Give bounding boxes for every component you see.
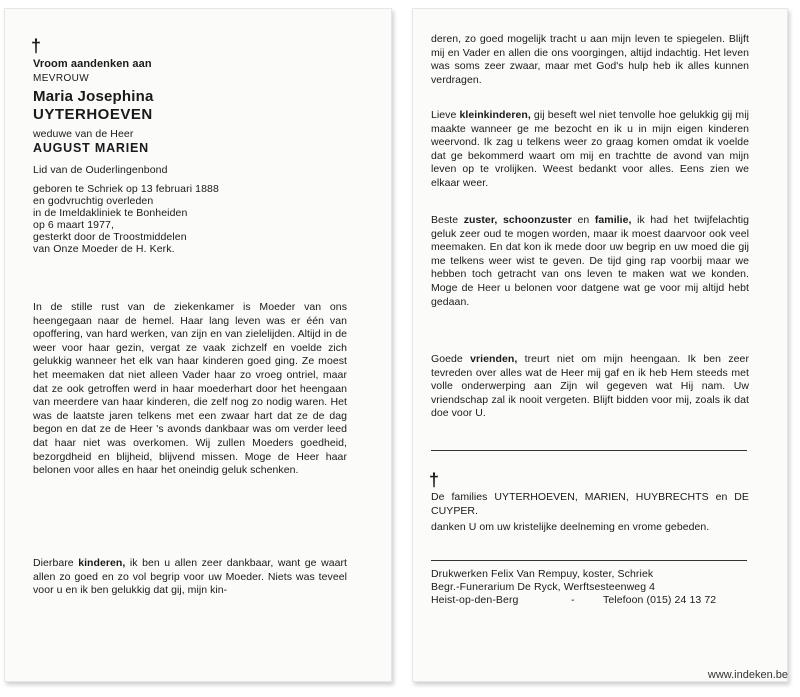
printer-line-3-dash: -: [571, 594, 575, 606]
died-date-line: op 6 maart 1977,: [33, 219, 114, 231]
title-line: MEVROUW: [33, 73, 90, 84]
watermark-text: www.indeken.be: [707, 669, 788, 681]
strengthened-line-1: gesterkt door de Troostmiddelen: [33, 231, 187, 243]
born-line: geboren te Schriek op 13 februari 1888: [33, 183, 219, 195]
surname: UYTERHOEVEN: [33, 106, 153, 123]
paragraph-grandchildren-body: gij beseft wel niet tenvolle hoe gelukkig gij mij maakte wanneer ge me bezocht en ik u in mijn eigen kinderen weervond. Ik zag u telkens weer zo graag komen omdat ik voelde dat ge bekommerd waart om mij en trachtte de avond van mijn leven op te vrolijken. Weest bedankt voor alles. Eens zien we elkaar weer.: [431, 109, 749, 189]
paragraph-family: [431, 214, 749, 309]
families-line: De families UYTERHOEVEN, MARIEN, HUYBRECHTS en DE CUYPER.: [431, 491, 749, 517]
remembrance-line: Vroom aandenken aan: [33, 58, 152, 70]
cross-icon: †: [31, 36, 42, 56]
paragraph-mother: In de stille rust van de ziekenkamer is Moeder van ons heengegaan naar de hemel. Haar lang leven was er één van opoffering, van hard werken, van zijn en van zielelijden. Altijd in de weer voor haar gezin, vergat ze vaak zichzelf en voelde zich gelukkig wanneer het elk van haar kinderen goed ging. Ze moest het meemaken dat niet alleen Vader haar zo vroeg ontriel, maar dat ze ook getroffen werd in haar moederhart door het heengaan van meerdere van haar kinderen, die zelf nog zo nodig waren. Het was de laatste jaren telkens met een zwaar hart dat ze de dag begon en dat ze de Heer 's avonds dankbaar was om verder leed dat haar niet was overkomen. Wij zullen Moeders goedheid, bezorgdheid en blijheid, blijvend missen. Moge de Heer haar belonen voor alles en haar het oneindig geluk schenken.: [33, 301, 347, 477]
cross-icon-right: †: [429, 470, 440, 490]
divider-bottom: [431, 560, 747, 561]
paragraph-family-body: ik had het twijfelachtig geluk zeer oud te mogen worden, maar ik moest daarvoor ook veel meemaken. En dat kon ik mede door uw begrip en uw moed die gij me telkens weer wist te geven. De tijd ging rap voorbij maar we hebben toch getracht van ons leven te maken wat we konden. Moge de Heer u belonen voor datgene wat ge voor mij altijd hebt gedaan.: [431, 214, 749, 308]
printer-line-1: Drukwerken Felix Van Rempuy, koster, Schriek: [431, 568, 654, 580]
thanks-line: danken U om uw kristelijke deelneming en vrome gebeden.: [431, 521, 710, 533]
printer-line-2: Begr.-Funerarium De Ryck, Werftsesteenweg 4: [431, 581, 656, 593]
paragraph-friends-lead: Goede: [431, 353, 471, 365]
printer-line-3a: Heist-op-den-Berg: [431, 594, 519, 606]
paragraph-friends-body: treurt niet om mijn heengaan. Ik ben zeer tevreden over alles wat de Heer mij gaf en ik heb Hem steeds met volle onderwerping aan Zijn wil gegeven wat Hij nam. Uw vriendschap zal ik nooit vergeten. Blijft bidden voor mij, zoals ik dat doe voor U.: [431, 353, 749, 420]
strengthened-line-2: van Onze Moeder de H. Kerk.: [33, 243, 175, 255]
widow-of-line: weduwe van de Heer: [33, 128, 134, 140]
paragraph-children-body: ik ben u allen zeer dankbaar, want ge waart allen zo goed en zo vol begrip voor uw Moeder. Niets was teveel voor u en ik ben gelukkig dat gij, mijn kin-: [33, 557, 347, 597]
printer-line-3c: Telefoon (015) 24 13 72: [603, 594, 717, 606]
paragraph-continued: deren, zo goed mogelijk tracht u aan mijn leven te spiegelen. Blijft mij en Vader en allen die ons voorgingen, altijd indachtig. Het leven was soms zeer zwaar, maar met God's hulp heb ik alles kunnen verdragen.: [431, 33, 749, 86]
husband-name: AUGUST MARIEN: [33, 141, 149, 155]
keyword-sister: zuster, schoonzuster: [463, 214, 572, 226]
keyword-family: familie,: [594, 214, 632, 226]
member-line: Lid van de Ouderlingenbond: [33, 164, 168, 176]
paragraph-children-lead: Dierbare: [33, 557, 79, 569]
paragraph-family-lead: Beste: [431, 214, 464, 226]
died-line-1: en godvruchtig overleden: [33, 195, 154, 207]
keyword-friends: vrienden,: [470, 353, 518, 365]
paragraph-grandchildren-lead: Lieve: [431, 109, 460, 121]
paragraph-friends: [431, 353, 749, 421]
right-page: [412, 8, 788, 682]
paragraph-family-and: en: [571, 214, 595, 226]
keyword-children: kinderen,: [78, 557, 126, 569]
paragraph-grandchildren: [431, 109, 749, 191]
keyword-grandchildren: kleinkinderen,: [459, 109, 531, 121]
divider-top: [431, 450, 747, 451]
died-line-2: in de Imeldakliniek te Bonheiden: [33, 207, 188, 219]
paragraph-children: [33, 557, 347, 598]
first-names: Maria Josephina: [33, 88, 154, 105]
left-page: [4, 8, 392, 682]
